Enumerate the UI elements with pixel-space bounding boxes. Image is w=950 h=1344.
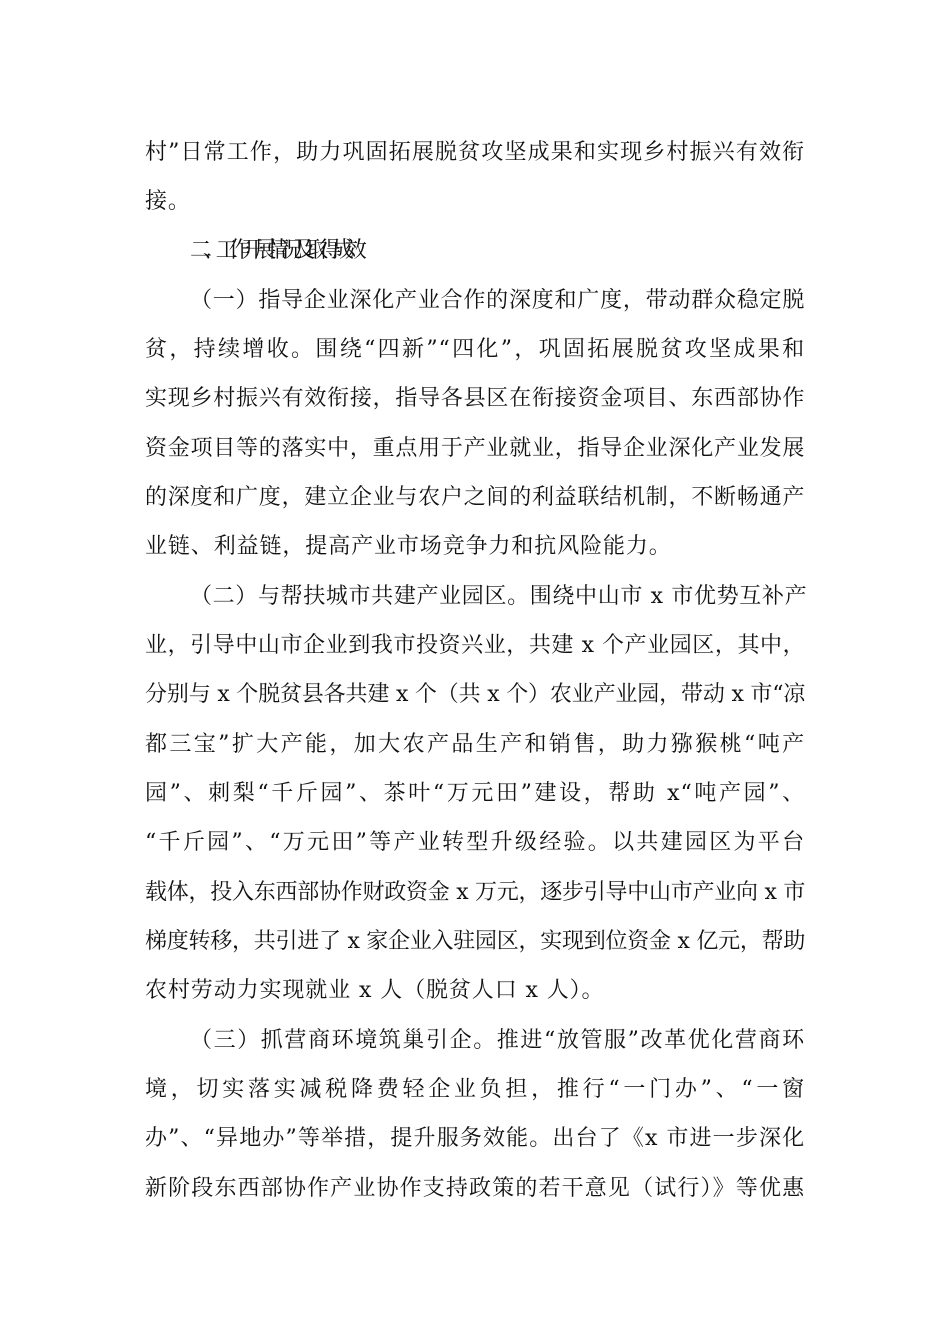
text-line: （二）与帮扶城市共建产业园区。围绕中山市 x 市优势互补产 [190,584,808,609]
text-line: 资金项目等的落实中，重点用于产业就业，指导企业深化产业发展 [145,436,805,461]
text-line: 园”、刺梨“千斤园”、茶叶“万元田”建设，帮助 x“吨产园”、 [145,781,805,806]
text-line: “千斤园”、“万元田”等产业转型升级经验。以共建园区为平台 [145,830,805,855]
section-heading: 二、工作开展情况及取得成效 [190,238,358,263]
text-line: 业，引导中山市企业到我市投资兴业，共建 x 个产业园区，其中， [145,633,805,658]
text-line: 贫，持续增收。围绕“四新”“四化”，巩固拓展脱贫攻坚成果和 [145,337,805,362]
text-line: （三）抓营商环境筑巢引企。推进“放管服”改革优化营商环 [190,1028,805,1053]
text-line: 新阶段东西部协作产业协作支持政策的若干意见（试行）》等优惠 [145,1176,805,1201]
text-line: 境，切实落实减税降费轻企业负担，推行“一门办”、“一窗 [145,1077,805,1102]
text-line: 的深度和广度，建立企业与农户之间的利益联结机制，不断畅通产 [145,485,805,510]
text-line: 村”日常工作，助力巩固拓展脱贫攻坚成果和实现乡村振兴有效衔 [145,140,805,165]
text-line: 梯度转移，共引进了 x 家企业入驻园区，实现到位资金 x 亿元，帮助 [145,929,805,954]
text-line: 农村劳动力实现就业 x 人（脱贫人口 x 人）。 [145,978,605,1003]
text-line: 载体，投入东西部协作财政资金 x 万元，逐步引导中山市产业向 x 市 [145,880,805,905]
text-line: （一）指导企业深化产业合作的深度和广度，带动群众稳定脱 [190,288,805,313]
text-line: 实现乡村振兴有效衔接，指导各县区在衔接资金项目、东西部协作 [145,386,805,411]
text-line: 分别与 x 个脱贫县各共建 x 个（共 x 个）农业产业园，带动 x 市“凉 [145,682,805,707]
text-line: 接。 [145,189,191,214]
text-line: 办”、“异地办”等举措，提升服务效能。出台了《x 市进一步深化 [145,1126,805,1151]
text-line: 业链、利益链，提高产业市场竞争力和抗风险能力。 [145,534,672,559]
text-line: 都三宝”扩大产能，加大农产品生产和销售，助力猕猴桃“吨产 [145,732,805,757]
